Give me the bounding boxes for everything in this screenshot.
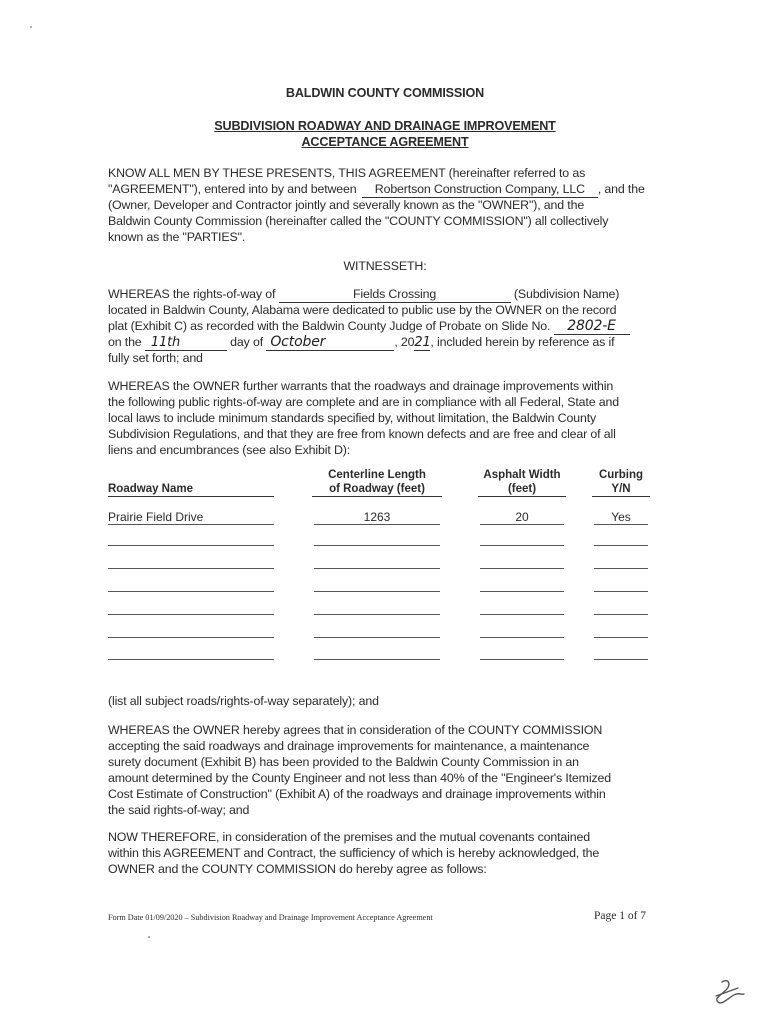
table-row-1-name: Prairie Field Drive: [108, 510, 274, 525]
intro-line4: Baldwin County Commission (hereinafter called the "COUNTY COMMISSION") all collectively: [108, 214, 609, 228]
table-row-5-length: [314, 600, 440, 615]
whereas3-line5: Cost Estimate of Construction" (Exhibit A) of the roadways and drainage improvements within: [108, 787, 606, 801]
day-of-label: day of: [230, 335, 264, 349]
table-row-3-name: [108, 554, 274, 569]
footer-page-number: Page 1 of 7: [594, 910, 647, 922]
table-row-2-width: [480, 531, 564, 546]
whereas3-line6: the said rights-of-way; and: [108, 803, 250, 817]
year-prefix: , 20: [394, 335, 415, 349]
whereas2-line2: the following public rights-of-way are complete and are in compliance with all Federal, State and: [108, 395, 619, 409]
header-asphalt-l2: (feet): [478, 482, 566, 497]
owner-name-field: Robertson Construction Company, LLC: [362, 182, 598, 198]
table-row-2-name: [108, 531, 274, 546]
header-curbing: [592, 468, 650, 497]
whereas1-line3: [108, 319, 630, 335]
whereas2-line3: local laws to include minimum standards specified by, without limitation, the Baldwin County: [108, 411, 597, 425]
whereas2-line1: WHEREAS the OWNER further warrants that the roadways and drainage improvements within: [108, 379, 614, 393]
table-row-4-name: [108, 577, 274, 592]
whereas1-post: (Subdivision Name): [513, 287, 620, 301]
intro-line2: [108, 182, 645, 198]
year-field: 21: [414, 335, 431, 350]
table-row-2-curbing: [594, 531, 648, 546]
footer-form-date: Form Date 01/09/2020 – Subdivision Roadway and Drainage Improvement Acceptance Agreement: [108, 913, 433, 922]
list-note: (list all subject roads/rights-of-way separately); and: [108, 694, 379, 708]
now-therefore-line1: NOW THEREFORE, in consideration of the premises and the mutual covenants contained: [108, 830, 590, 844]
on-the-label: on the: [108, 335, 142, 349]
scan-speck: [148, 936, 150, 938]
header-asphalt-l1: Asphalt Width: [483, 469, 561, 481]
scan-speck: [30, 26, 32, 28]
header-roadway-name: [108, 482, 274, 497]
table-row-5-width: [480, 600, 564, 615]
table-row-1-width: 20: [480, 510, 564, 525]
table-row-7-curbing: [594, 645, 648, 660]
subdivision-name-field: Fields Crossing: [279, 287, 511, 303]
slide-no-field: 2802-E: [554, 319, 630, 335]
table-row-5-name: [108, 600, 274, 615]
header-roadway-name-text: Roadway Name: [108, 482, 274, 497]
intro-line2-tail: , and the: [597, 182, 645, 196]
table-row-4-length: [314, 577, 440, 592]
agreement-title-line2: ACCEPTANCE AGREEMENT: [301, 135, 469, 149]
initials-mark: [708, 976, 746, 1008]
table-row-4-curbing: [594, 577, 648, 592]
witnesseth-heading: WITNESSETH:: [343, 259, 427, 273]
header-centerline-l2: of Roadway (feet): [312, 482, 442, 497]
whereas3-line1: WHEREAS the OWNER hereby agrees that in consideration of the COUNTY COMMISSION: [108, 723, 603, 737]
whereas3-line3: surety document (Exhibit B) has been provided to the Baldwin County Commission in an: [108, 755, 579, 769]
whereas1-line4: [108, 335, 614, 351]
table-row-2-length: [314, 531, 440, 546]
now-therefore-line2: within this AGREEMENT and Contract, the sufficiency of which is hereby acknowledged, the: [108, 846, 600, 860]
whereas3-line4: amount determined by the County Engineer and not less than 40% of the "Engineer's Itemized: [108, 771, 611, 785]
header-centerline-l1: Centerline Length: [328, 469, 426, 481]
day-field: 11th: [145, 335, 227, 351]
agreement-title-line1: SUBDIVISION ROADWAY AND DRAINAGE IMPROVEMENT: [214, 119, 556, 133]
now-therefore-line3: OWNER and the COUNTY COMMISSION do hereby agree as follows:: [108, 862, 487, 876]
table-row-7-name: [108, 645, 274, 660]
table-row-3-width: [480, 554, 564, 569]
table-row-1-curbing: Yes: [594, 510, 648, 525]
intro-line5: known as the "PARTIES".: [108, 230, 246, 244]
table-row-6-length: [314, 623, 440, 638]
table-row-4-width: [480, 577, 564, 592]
table-row-6-name: [108, 623, 274, 638]
header-curbing-l1: Curbing: [598, 469, 644, 481]
intro-line3: (Owner, Developer and Contractor jointly and severally known as the "OWNER"), and the: [108, 198, 585, 212]
header-centerline: [312, 468, 442, 497]
intro-line1: KNOW ALL MEN BY THESE PRESENTS, THIS AGREEMENT (hereinafter referred to as: [108, 166, 586, 180]
table-row-7-length: [314, 645, 440, 660]
table-row-3-length: [314, 554, 440, 569]
whereas2-line5: liens and encumbrances (see also Exhibit D):: [108, 443, 351, 457]
header-curbing-l2: Y/N: [592, 482, 650, 497]
table-row-1-length: 1263: [314, 510, 440, 525]
whereas1-pre: WHEREAS the rights-of-way of: [108, 287, 276, 301]
whereas1-line4-post: , included herein by reference as if: [430, 335, 615, 349]
whereas2-line4: Subdivision Regulations, and that they are free from known defects and are free and clear of all: [108, 427, 616, 441]
whereas3-line2: accepting the said roadways and drainage improvements for maintenance, a maintenance: [108, 739, 590, 753]
whereas1-line2: located in Baldwin County, Alabama were dedicated to public use by the OWNER on the record: [108, 303, 617, 317]
table-row-6-width: [480, 623, 564, 638]
month-field: October: [266, 335, 394, 351]
table-row-6-curbing: [594, 623, 648, 638]
table-row-3-curbing: [594, 554, 648, 569]
whereas1-line5: fully set forth; and: [108, 351, 203, 365]
whereas1-line3-text: plat (Exhibit C) as recorded with the Baldwin County Judge of Probate on Slide No.: [108, 319, 551, 333]
whereas1-line1: [108, 287, 619, 303]
table-row-7-width: [480, 645, 564, 660]
header-asphalt: [478, 468, 566, 497]
table-row-5-curbing: [594, 600, 648, 615]
intro-line2-text: "AGREEMENT"), entered into by and between: [108, 182, 357, 196]
org-title: BALDWIN COUNTY COMMISSION: [285, 86, 485, 100]
